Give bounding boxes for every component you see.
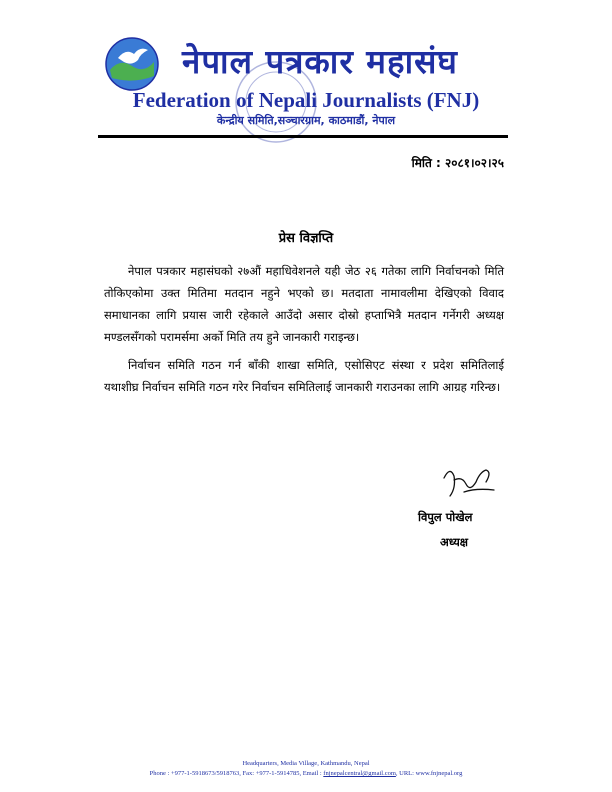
paragraph: नेपाल पत्रकार महासंघको २७औं महाधिवेशनले यही जेठ २६ गतेका लागि निर्वाचनको मिति तोकिएकोमा उक्त मितिमा मतदान नहुने भएको छ। मतदाता नामावलीमा देखिएको विवाद समाधानका लागि प्रयास जारी रहेकाले आउँदो असार दोस्रो हप्ताभित्रै मतदान गर्नेगरी अध्यक्ष मण्डलसँगको परामर्समा अर्को मिति तय हुने जानकारी गराइन्छ। bbox=[104, 264, 504, 344]
signatory-name: विपुल पोखेल bbox=[418, 510, 473, 524]
org-name-nepali: नेपाल पत्रकार महासंघ bbox=[182, 42, 458, 81]
footer-address: Headquarters, Media Village, Kathmandu, Nepal bbox=[242, 760, 370, 767]
document-title: प्रेस विज्ञप्ति bbox=[278, 231, 334, 246]
date-line: मिति : २०८१।०२।२५ bbox=[411, 156, 504, 170]
header-divider bbox=[98, 135, 508, 138]
org-address: केन्द्रीय समिति,सञ्चारग्राम, काठमाडौं, नेपाल bbox=[216, 114, 396, 127]
document-body bbox=[104, 260, 504, 404]
footer-email-link[interactable]: fnjnepalcentral@gmail.com bbox=[323, 770, 396, 777]
footer-url: , URL: www.fnjnepal.org bbox=[395, 770, 463, 777]
paragraph: निर्वाचन समिति गठन गर्न बाँकी शाखा समिति, एसोसिएट संस्था र प्रदेश समितिलाई यथाशीघ्र निर्वाचन समिति गठन गरेर निर्वाचन समितिलाई जानकारी गराउनका लागि आग्रह गरिन्छ। bbox=[104, 358, 504, 394]
signatory-title: अध्यक्ष bbox=[440, 535, 469, 549]
org-name-english: Federation of Nepali Journalists (FNJ) bbox=[132, 88, 480, 112]
fnj-logo bbox=[104, 36, 160, 92]
footer-contact bbox=[0, 770, 612, 777]
signature bbox=[436, 462, 498, 504]
footer-phone-fax: Phone : +977-1-5918673/5918763, Fax: +977-1-5914785, Email : bbox=[149, 770, 324, 777]
